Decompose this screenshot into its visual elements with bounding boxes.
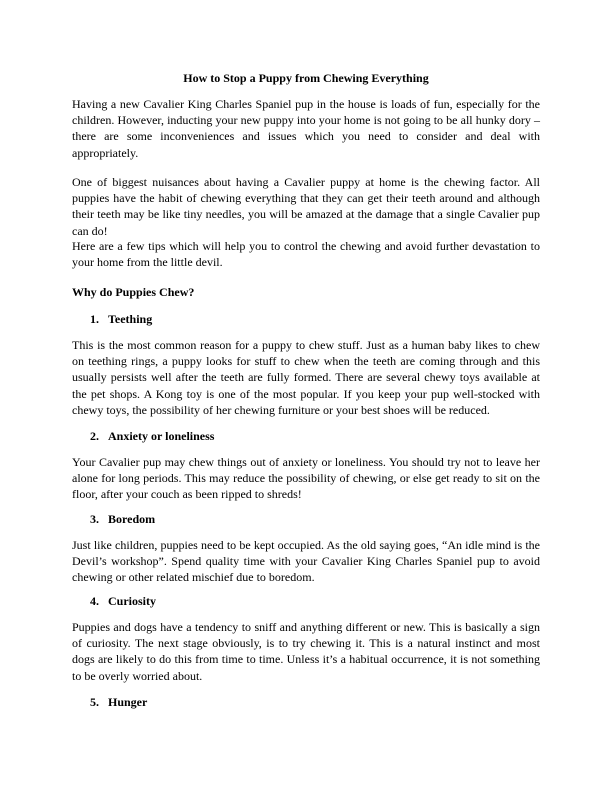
intro-paragraph-1: Having a new Cavalier King Charles Spaniel pup in the house is loads of fun, especially for the children. However, inducting your new puppy into your home is not going to be all hunky dory – there are some inconveniences and issues which you need to consider and deal with appropriately. [72, 97, 540, 160]
reason-paragraph-4: Puppies and dogs have a tendency to sniff and anything different or new. This is basically a sign of curiosity. The next stage obviously, is to try chewing it. This is a natural instinct and most dogs are likely to do this from time to time. Unless it’s a habitual occurrence, it is not something to be overly worried about. [72, 620, 540, 683]
reason-paragraph-1: This is the most common reason for a puppy to chew stuff. Just as a human baby likes to chew on teething rings, a puppy looks for stuff to chew when the teeth are coming through and this usually persists well after the teeth are fully formed. There are several chewy toys available at the pet shops. A Kong toy is one of the most popular. If you keep your pup well-stocked with chewy toys, the possibility of her chewing furniture or your best shoes will be reduced. [72, 338, 540, 417]
list-label: Boredom [108, 512, 156, 526]
intro-paragraph-3: Here are a few tips which will help you to control the chewing and avoid further devastation to your home from the little devil. [72, 239, 540, 270]
reason-heading-1 [90, 311, 558, 327]
reason-heading-5 [90, 694, 558, 710]
list-label: Curiosity [108, 594, 156, 608]
reason-heading-4 [90, 593, 558, 609]
list-label: Hunger [108, 695, 148, 709]
list-number: 3. [90, 512, 99, 526]
section-heading: Why do Puppies Chew? [72, 285, 195, 299]
list-number: 5. [90, 695, 99, 709]
document-title: How to Stop a Puppy from Chewing Everything [183, 71, 429, 85]
list-label: Teething [108, 312, 153, 326]
list-number: 4. [90, 594, 99, 608]
reason-heading-2 [90, 428, 558, 444]
intro-paragraph-2: One of biggest nuisances about having a Cavalier puppy at home is the chewing factor. All puppies have the habit of chewing everything that they can get their teeth around and although their teeth may be like tiny needles, you will be amazed at the damage that a single Cavalier pup can do! [72, 175, 540, 238]
list-number: 1. [90, 312, 99, 326]
list-label: Anxiety or loneliness [108, 429, 215, 443]
reason-heading-3 [90, 511, 558, 527]
reason-paragraph-3: Just like children, puppies need to be kept occupied. As the old saying goes, “An idle mind is the Devil’s workshop”. Spend quality time with your Cavalier King Charles Spaniel pup to avoid chewing or other related mischief due to boredom. [72, 538, 540, 585]
reason-paragraph-2: Your Cavalier pup may chew things out of anxiety or loneliness. You should try not to leave her alone for long periods. This may reduce the possibility of chewing, or else get ready to sit on the floor, after your couch as been ripped to shreds! [72, 455, 540, 502]
list-number: 2. [90, 429, 99, 443]
